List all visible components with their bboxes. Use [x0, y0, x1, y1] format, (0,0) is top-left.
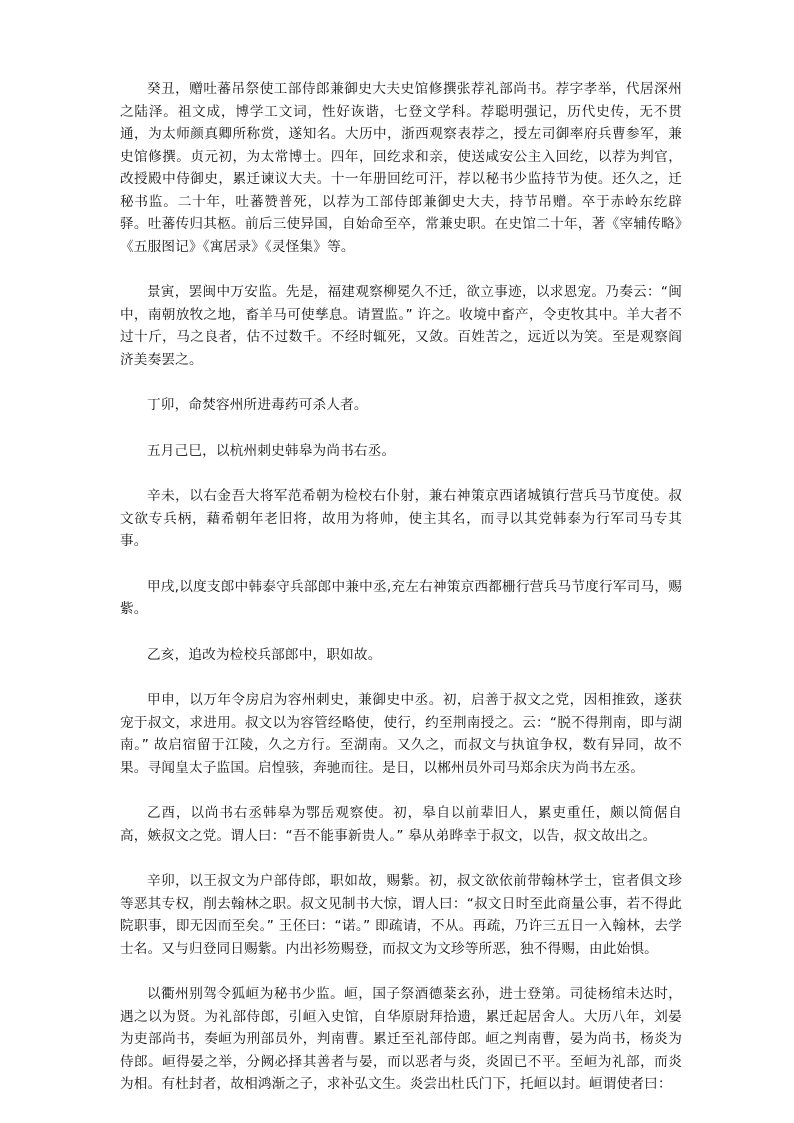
paragraph-jing-yin: 景寅，罢闽中万安监。先是，福建观察柳冕久不迁，欲立事迹，以求恩宠。乃奏云：“闽中，南朝放牧之地，畜羊马可使孳息。请置监。” 许之。收境中畜产，令吏牧其中。羊大者不过十斤，马之良者，估不过数千。不经时辄死，又敛。百姓苦之，远近以为笑。至是观察阎济美奏罢之。	[120, 284, 682, 368]
paragraph-yi-hai: 乙亥，追改为检校兵部郎中，职如故。	[147, 646, 382, 663]
paragraph-ding-mao: 丁卯，命焚容州所进毒药可杀人者。	[147, 397, 368, 413]
paragraph-gui-chou: 癸丑，赠吐蕃吊祭使工部侍郎兼御史大夫史馆修撰张荐礼部尚书。荐字孝举，代居深州之陆泽。祖文成，博学工文词，性好诙谐，七登文学科。荐聪明强记，历代史传，无不贯通，为太师颜真卿所称赏，遂知名。大历中，浙西观察表荐之，授左司御率府兵曹参军，兼史馆修撰。贞元初，为太常博士。四年，回纥求和亲，使送咸安公主入回纥，以荐为判官，改授殿中侍御史，累迁谏议大夫。十一年册回纥可汗，荐以秘书少监持节为使。还久之，迁秘书监。二十年，吐蕃赞普死，以荐为工部侍郎兼御史大夫，持节吊赠。卒于赤岭东纥辟驿。吐蕃传归其柩。前后三使异国，自始命至卒，常兼史职。在史馆二十年，著《宰辅传略》《五服图记》《寓居录》《灵怪集》等。	[120, 81, 682, 255]
paragraph-xin-mao: 辛卯，以王叔文为户部侍郎，职如故，赐紫。初，叔文欲依前带翰林学士，宦者俱文珍等恶其专权，削去翰林之职。叔文见制书大惊，谓人曰：“叔文日时至此商量公事，若不得此院职事，即无因而至矣。” 王伾曰：“诺。” 即疏请，不从。再疏，乃许三五日一入翰林，去学士名。又与归登同日赐紫。内出衫笏赐登，而叔文为文珍等所恶，独不得赐，由此始惧。	[120, 873, 682, 957]
paragraph-linghu-huan: 以衢州别驾令狐峘为秘书少监。峘，国子祭酒德棻玄孙，进士登第。司徒杨绾未达时，遇之以为贤。为礼部侍郎，引峘入史馆，自华原尉拜拾遗，累迁起居舍人。大历八年，刘晏为吏部尚书，奏峘为刑部员外，判南曹。累迁至礼部侍郎。峘之判南曹，晏为尚书，杨炎为侍郎。峘得晏之举，分阙必择其善者与晏，而以恶者与炎，炎固已不平。至峘为礼部，而炎为相。有杜封者，故相鸿渐之子，求补弘文生。炎尝出杜氏门下，托峘以封。峘谓使者曰：	[120, 986, 682, 1092]
paragraph-xin-wei: 辛未，以右金吾大将军范希朝为检校右仆射，兼右神策京西诸城镇行营兵马节度使。叔文欲专兵柄，藉希朝年老旧将，故用为将帅，使主其名，而寻以其党韩泰为行军司马专其事。	[120, 488, 682, 549]
paragraph-jia-xu: 甲戌,以度支郎中韩泰守兵部郎中兼中丞,充左右神策京西都栅行营兵马节度行军司马，赐紫。	[120, 578, 682, 617]
paragraph-wu-yue-ji-si: 五月己巳，以杭州刺史韩皋为尚书右丞。	[147, 442, 396, 459]
paragraph-yi-you: 乙酉，以尚书右丞韩皋为鄂岳观察使。初，皋自以前辈旧人，累吏重任，颇以简倨自高，嫉叔文之党。谓人曰：“吾不能事新贵人。” 皋从弟晔幸于叔文，以告，叔文故出之。	[120, 805, 682, 844]
paragraph-jia-shen: 甲申，以万年令房启为容州刺史，兼御史中丞。初，启善于叔文之党，因相推致，遂获宠于叔文，求进用。叔文以为容管经略使，使行，约至荆南授之。云：“脱不得荆南，即与湖南。” 故启宿留于江陵，久之方行。至湖南。又久之，而叔文与执谊争权，数有异同，故不果。寻闻皇太子监国。启惶骇，奔驰而往。是日，以郴州员外司马郑余庆为尚书左丞。	[120, 692, 682, 776]
